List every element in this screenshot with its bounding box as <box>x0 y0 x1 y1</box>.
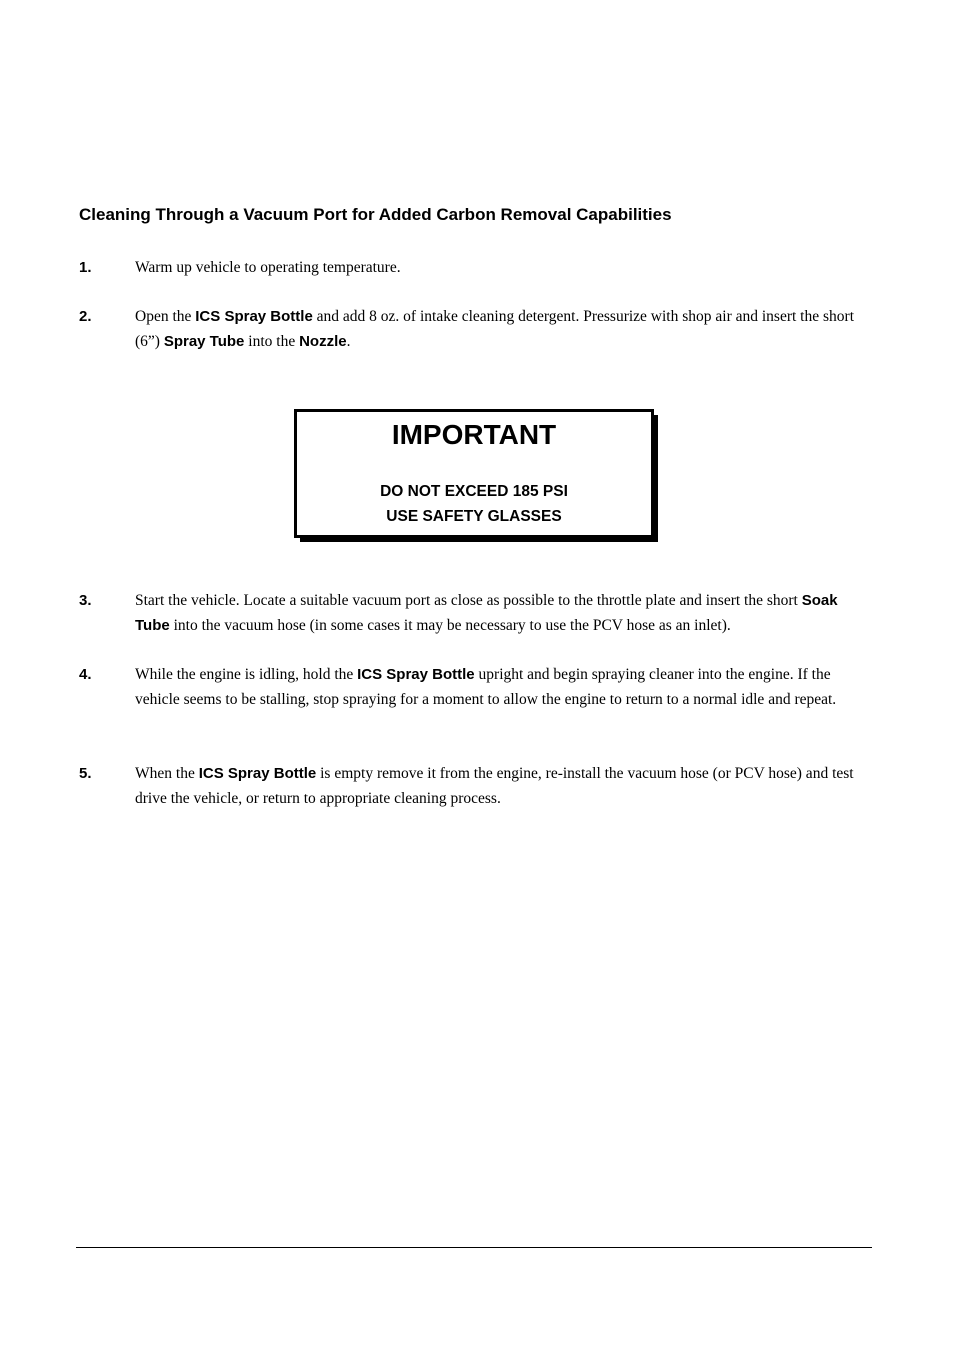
ics-spray-bottle-term: ICS Spray Bottle <box>195 308 313 325</box>
soak-tube-term: Soak Tube <box>135 592 838 634</box>
step-number: 3. <box>79 592 92 609</box>
step-number: 5. <box>79 765 92 782</box>
callout-title: IMPORTANT <box>391 419 557 450</box>
step-text: Warm up vehicle to operating temperature. <box>135 259 401 276</box>
ics-spray-bottle-term: ICS Spray Bottle <box>198 765 317 782</box>
step-number: 2. <box>79 308 92 325</box>
callout-safety-warning: USE SAFETY GLASSES <box>386 508 562 525</box>
nozzle-term: Nozzle <box>299 333 347 350</box>
step-text: Start the vehicle. Locate a suitable vacuum port as close as possible to the throttle plate and insert the short Soak Tube into the vacuum hose (in some cases it may be necessary to use the PCV hose as an inlet). <box>135 592 838 634</box>
section-heading: Cleaning Through a Vacuum Port for Added Carbon Removal Capabilities <box>79 205 672 224</box>
callout-pressure-warning: DO NOT EXCEED 185 PSI <box>380 483 568 500</box>
footer-divider <box>76 1247 872 1248</box>
step-number: 1. <box>79 259 92 276</box>
step-number: 4. <box>79 666 92 683</box>
step-text: While the engine is idling, hold the ICS Spray Bottle upright and begin spraying cleaner into the engine. If the vehicle seems to be stalling, stop spraying for a moment to allow the engine to return to a normal idle and repeat. <box>135 666 837 708</box>
step-text: When the ICS Spray Bottle is empty remove it from the engine, re-install the vacuum hose (or PCV hose) and test drive the vehicle, or return to appropriate cleaning process. <box>135 765 854 807</box>
important-callout <box>294 409 654 538</box>
spray-tube-term: Spray Tube <box>163 333 245 350</box>
step-text: Open the ICS Spray Bottle and add 8 oz. of intake cleaning detergent. Pressurize with shop air and insert the short (6”) Spray Tube into the Nozzle. <box>135 308 854 350</box>
ics-spray-bottle-term: ICS Spray Bottle <box>357 666 475 683</box>
